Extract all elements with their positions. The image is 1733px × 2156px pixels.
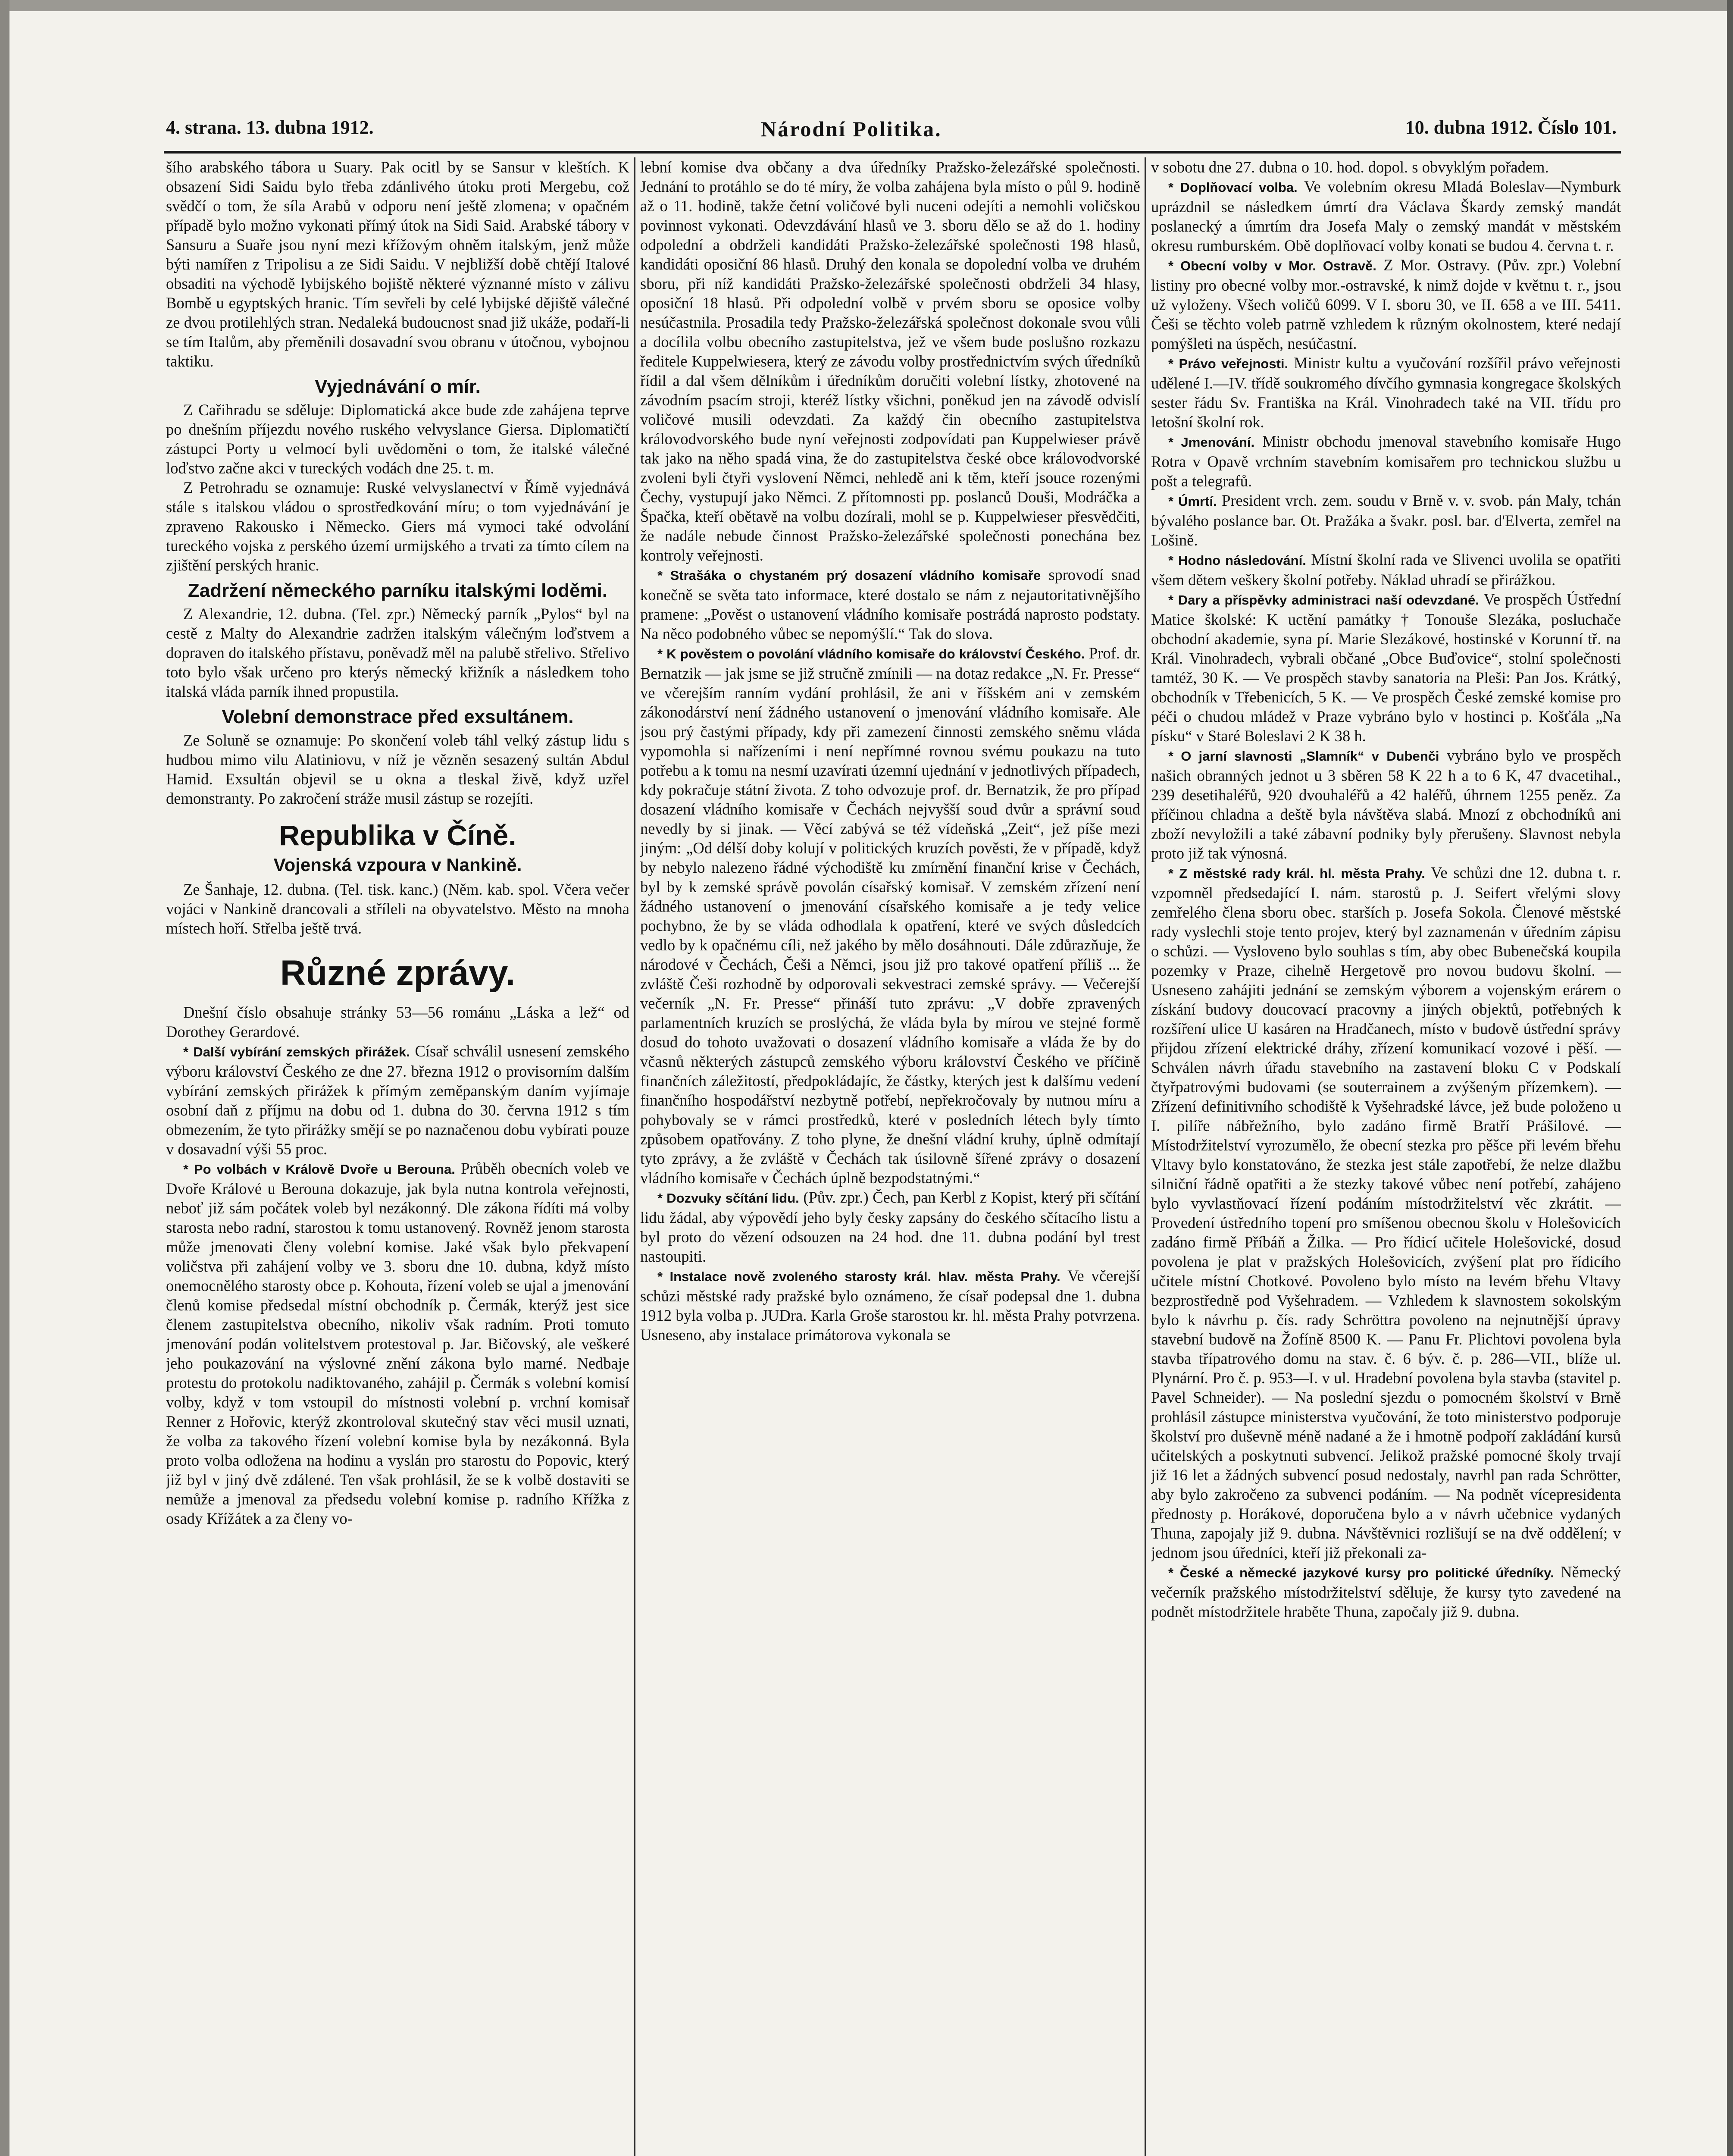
article-paragraph: Ze Šanhaje, 12. dubna. (Tel. tisk. kanc.) (Něm. kab. spol. Včera večer vojáci v Nankině drancovali a stříleli na obyvatelstvo. Město na mnoha místech hoří. Střelba ještě trvá. bbox=[166, 881, 629, 937]
news-item-lead: * Další vybírání zemských přirážek. bbox=[183, 1044, 410, 1059]
news-item-text: Místní školní rada ve Slivenci uvolila se opatřiti všem dětem veškery školní potřeby. Náklad uhradí se přirážkou. bbox=[1151, 551, 1621, 589]
article-paragraph: Dnešní číslo obsahuje stránky 53—56 románu „Láska a lež“ od Dorothey Gerardové. bbox=[166, 1003, 629, 1040]
news-item-lead: * Strašáka o chystaném prý dosazení vládního komisaře bbox=[657, 568, 1041, 583]
headline: Vyjednávání o mír. bbox=[315, 376, 481, 397]
news-item-text: Ministr kultu a vyučování rozšířil právo veřejnosti udělené I.—IV. třídě soukromého dívčího gymnasia kongregace školských sester řádu Sv. Františka na Král. Vinohradech také na VII. třídu pro letošní školní rok. bbox=[1151, 354, 1621, 431]
headline: Zadržení německého parníku italskými loděmi. bbox=[188, 580, 608, 601]
news-item bbox=[640, 1188, 1140, 1266]
column-3 bbox=[1151, 157, 1621, 2156]
article-paragraph: Z Alexandrie, 12. dubna. (Tel. zpr.) Německý parník „Pylos“ byl na cestě z Malty do Alexandrie zadržen italským válečným loďstvem a dopraven do italského přístavu, poněvadž měl na palubě střelivo. Střelivo toto bylo však určeno pro kterýs německý křižník a následkem toho italská vláda parník ihned propustila. bbox=[166, 605, 629, 700]
news-item-lead: * O jarní slavnosti „Slamník“ v Dubenči bbox=[1168, 749, 1439, 764]
column-1 bbox=[166, 157, 629, 2156]
news-item-lead: * K pověstem o povolání vládního komisaře do království Českého. bbox=[657, 646, 1085, 661]
news-item-text: Císař schválil usnesení zemského výboru království Českého ze dne 27. března 1912 o provisorním dalším vybírání zemských přirážek k přímým zeměpanským daním vyjímaje osobní daň z příjmu na dobu od 1. dubna do 30. června 1912 s tím obmezením, že tyto přirážky smějí se po naznačenou dobu vybírati pouze v dosavadní výši 55 proc. bbox=[166, 1042, 629, 1158]
news-item bbox=[1151, 255, 1621, 353]
masthead-rule bbox=[164, 151, 1621, 154]
section-headline-ruzne-zpravy: Různé zprávy. bbox=[280, 953, 516, 993]
news-item-lead: * Instalace nově zvoleného starosty král. hlav. města Prahy. bbox=[657, 1269, 1060, 1284]
news-item-lead: * Obecní volby v Mor. Ostravě. bbox=[1168, 258, 1376, 273]
news-item-lead: * Dozvuky sčítání lidu. bbox=[657, 1191, 799, 1206]
news-item bbox=[166, 1159, 629, 1528]
news-item bbox=[1151, 863, 1621, 1562]
scan-edge-right bbox=[1727, 0, 1733, 2156]
news-item-lead: * Právo veřejnosti. bbox=[1168, 356, 1289, 371]
issue-number: 10. dubna 1912. Číslo 101. bbox=[1405, 117, 1617, 138]
news-item-lead: * Z městské rady král. hl. města Prahy. bbox=[1168, 866, 1425, 881]
news-item-text: Prof. dr. Bernatzik — jak jsme se již stručně zmínili — na dotaz redakce „N. Fr. Presse“ ve včerejším ranním vydání prohlásil, že ani v říšském ani v zemském zákonodárství není žádného ustanovení o jmenování vládního komisaře. Ale jsou prý častými případy, kdy při zamezení činnosti zemského sněmu vláda vypomohla si nařízeními i není nepřímné rovnou svému poukazu na tuto potřebu a k tomu na nesmí uzavírati územní ujednání v jednotlivých případech, kdy pokračuje státní života. Z toho odvozuje prof. dr. Bernatzik, že pro případ dosazení vládního komisaře v Čechách nejvyšší soud dvůr a správní soud nevedly by si jinak. — Věcí zabývá se též vídeňská „Zeit“, jež píše mezi jiným: „Od délší doby kolují v politických kruzích pověsti, že v případě, když by nebylo nalezeno řádné východiště ku zmírnění finanční krise v Čechách, byl by k zemské správě povolán císařský komisař. V zemském zřízení není žádného ustanovení o jmenování císařského komisaře a je tedy velice pochybno, že by se vláda odhodlala k opatření, které ve svých důsledcích vedlo by k opačnému cíli, než jakého by mělo dosáhnouti. Dále zdůrazňuje, že národové v Čechách, Češi a Němci, jsou již pro takové opatření příliš ... že zvláště Češi rozhodně by odporovali sekvestraci zemské správy. — Večerejší večerník „N. Fr. Presse“ přináší tuto zprávu: „V dobře zpravených parlamentních kruzích se proslýchá, že vláda byla by mírou ve stejné formě dosud do tohoto uvažovati o dosazení vládního komisaře a vláda že by do včasnů některých zástupců zemského výboru království Českého ve příčině finančních záležitostí, předpokládajíc, že částky, kterých jest k dalšímu vedení finančního hospodářství nezbytně potřebí, nepřekročovaly by nutnou míru a pohybovaly se v rámci prostředků, které v posledních létech byly tímto způsobem opatřovány. Z toho plyne, že dnešní vládní kruhy, úplně odmítají tyto zprávy, a že zvláště v Čechách tak úsilovně šířené zprávy o dosazení vládního komisaře v Čechách úplně bezpodstatnými.“ bbox=[640, 644, 1140, 1187]
news-item bbox=[1151, 353, 1621, 432]
news-item-lead: * Úmrtí. bbox=[1168, 494, 1217, 509]
news-item-lead: * České a německé jazykové kursy pro politické úředníky. bbox=[1168, 1565, 1554, 1580]
news-item-text: Z Mor. Ostravy. (Pův. zpr.) Volební listiny pro obecné volby mor.-ostravské, k nimž dojde v květnu t. r., jsou už vyloženy. Všech voličů 6099. V I. sboru 30, ve II. 658 a ve III. 5411. Češi se těchto voleb patrně vzhledem k různým okolnostem, které nedají pomýšleti na úspěch, nesúčastní. bbox=[1151, 256, 1621, 352]
news-item-text: President vrch. zem. soudu v Brně v. v. svob. pán Maly, tchán bývalého poslance bar. Ot. Pražáka a švakr. posl. bar. d'Elverta, zemřel na Lošině. bbox=[1151, 492, 1621, 549]
article-paragraph: Ze Soluně se oznamuje: Po skončení voleb táhl velký zástup lidu s hudbou mimo vilu Alatiniovu, v níž je vězněn sesazený sultán Abdul Hamid. Exsultán objevil se u okna a tleskal živě, když uzřel demonstranty. Po zakročení stráže musil zástup se rozejíti. bbox=[166, 731, 629, 807]
news-item-text: Ve volebním okresu Mladá Boleslav—Nymburk uprázdnil se následkem úmrtí dra Václava Škardy zemský mandát poslanecký a úmrtím dra Josefa Maly o zemský mandát v městském okresu rumburském. Obě doplňovací volby konati se budou 4. června t. r. bbox=[1151, 178, 1621, 254]
news-item bbox=[1151, 491, 1621, 550]
news-item-text: sprovodí snad konečně se světa tato informace, které dostalo se nám z nejautoritativnějšího pramene: „Pověst o ustanovení vládního komisaře postrádá naprosto podstaty. Na něco podobného vůbec se nepomýšlí.“ Tak do slova. bbox=[640, 566, 1140, 642]
news-item bbox=[1151, 589, 1621, 746]
news-item bbox=[166, 1041, 629, 1159]
news-item-text: Průběh obecních voleb ve Dvoře Králové u Berouna dokazuje, jak byla nutna kontrola veřejnosti, neboť již sám počátek voleb byl nezákonný. Dle zákona řídíti má volby starosta nebo radní, starostou k tomu ustanovený. Rovněž jenom starosta může jmenovati členy volební komise. Jaké však bylo překvapení voličstva při zahájení volby ve 3. sboru dne 10. dubna, když místo onemocnělého starosty obce p. Kohouta, řízení voleb se ujal a jmenování členů komise předsedal místní obchodník p. Čermák, kterýž jest sice členem zastupitelstva obecního, nikoliv však radním. Proti tomuto jmenování podán volitelstvem protestoval p. Jar. Bičovský, ale veškeré jeho poukazování na výslovné znění zákona bylo marné. Nedbaje protestu do protokolu nadiktovaného, zahájil p. Čermák s volební komisí volby, když v tom vstoupil do místnosti volební p. vrchní komisař Renner z Hořovic, kterýž zkontroloval skutečný stav věci musil uznati, že volba za takového řízení volební komise byla by nezákonná. Byla proto volba odložena na hodinu a vyslán pro starostu do Popovic, který již byl v jiný dvě zdálené. Ten však prohlásil, že se k volbě dostaviti se nemůže a jmenoval za předsedu volební komise p. radního Křížka z osady Křížátek a za členy vo- bbox=[166, 1159, 629, 1527]
scan-edge-left bbox=[0, 0, 9, 2156]
news-item-lead: * Jmenování. bbox=[1168, 435, 1255, 450]
section-headline: Republika v Číně. bbox=[279, 819, 516, 851]
page-date-left: 4. strana. 13. dubna 1912. bbox=[166, 117, 374, 138]
article-paragraph: Z Petrohradu se oznamuje: Ruské velvyslanectví v Římě vyjednává stále s italskou vládou o sprostředkování míru; o tom vyjednávání je zpraveno Rakousko i Německo. Giers má vymoci také odvolání tureckého vojska z perského území urmijského a trvati za tímto cílem na zjištění perských hranic. bbox=[166, 479, 629, 574]
news-item-text: Ve včerejší schůzi městské rady pražské bylo oznámeno, že císař podepsal dne 1. dubna 1912 byla volba p. JUDra. Karla Groše starostou kr. hl. města Prahy potvrzena. Usneseno, aby instalace primátorova vykonala se bbox=[640, 1267, 1140, 1344]
scan-edge-top bbox=[0, 0, 1733, 11]
news-item bbox=[1151, 177, 1621, 255]
article-paragraph: v sobotu dne 27. dubna o 10. hod. dopol. s obvyklým pořadem. bbox=[1151, 158, 1549, 176]
news-item bbox=[640, 643, 1140, 1188]
column-2 bbox=[640, 157, 1140, 2156]
article-paragraph: lební komise dva občany a dva úředníky Pražsko-železářské společnosti. Jednání to protáhlo se do té míry, že volba zahájena byla místo o půl 9. hodině až o 11. hodině, takže četní voličové byli nuceni odejíti a nemohli voličskou povinnost vykonati. Odevzdávání hlasů ve 3. sboru dělo se až do 1. hodiny odpolední a obdrželi kandidáti Pražsko-železářské společnosti 198 hlasů, kandidáti oposiční 86 hlasů. Druhý den konala se dopolední volba ve druhém sboru, při níž kandidáti Pražsko-železářské společnosti obdrželi 34 hlasy, oposiční 18 hlasů. Při odpolední volbě v prvém sboru se oposice volby nesúčastnila. Prosadila tedy Pražsko-železářská společnost dokonale svou vůli a docílila volbu obecního zastupitelstva, jež ve všem bude poslušno rozkazu ředitele Kuppelwiesera, který ze závodu volby prostřednictvím svých úředníků řídil a dal všem dělníkům i úředníkům doručiti volební lístky, zhotovené na závodním psacím stroji, kteréž lístky všichni, poněkud jen na závodě odvislí voličové musili odevzdati. Za každý čin obecního zastupitelstva královodvorského bude nyní veřejnosti zodpovídati pan Kuppelwieser právě tak jako na něho spadá vina, že do zastupitelstva české obce královodvorské zvoleni byli čtyři vyslovení Němci, nehledě ani k těm, kteří jsouce rozenými Čechy, vystupují jako Němci. Z přítomnosti pp. poslanců Douši, Modráčka a Špačka, kteří obětavě na volbu dozírali, mohl se p. Kuppelwieser přesvědčiti, že nadále nebude činnost Pražsko-železářské společnosti ponechána bez kontroly veřejnosti. bbox=[640, 158, 1140, 564]
news-item-text: (Pův. zpr.) Čech, pan Kerbl z Kopist, který při sčítání lidu žádal, aby výpovědí jeho byly česky zapsány do českého sčítacího listu a byl proto do vězení odsouzen na 24 hod. dne 11. dubna podání byl trest nastoupiti. bbox=[640, 1188, 1140, 1265]
column-rule bbox=[634, 157, 635, 2156]
news-item bbox=[640, 1266, 1140, 1344]
news-item bbox=[1151, 432, 1621, 491]
headline: Volební demonstrace před exsultánem. bbox=[222, 706, 574, 727]
newspaper-title: Národní Politika. bbox=[761, 117, 942, 141]
news-item-text: Německý večerník pražského místodržitelství sděluje, že kursy tyto zavedené na podnět místodržitele hraběte Thuna, započaly již 9. dubna. bbox=[1151, 1563, 1621, 1620]
news-item-lead: * Doplňovací volba. bbox=[1168, 180, 1298, 195]
news-item bbox=[1151, 1562, 1621, 1621]
subheadline: Vojenská vzpoura v Nankině. bbox=[273, 855, 522, 875]
column-rule bbox=[1145, 157, 1146, 2156]
news-item-text: vybráno bylo ve prospěch našich obranných jednot u 3 sběren 58 K 22 h a to 6 K, 47 dvacetihal., 239 desetihaléřů, 920 dvouhaléřů a 42 haléřů, úhrnem 1255 peněz. Za příčinou chladna a deště byla návštěva slabá. Mnozí z obchodníků ani zboží nevyložili a také zábavní podniky byly přerušeny. Slavnost nebyla proto již tak výnosná. bbox=[1151, 746, 1621, 862]
news-item bbox=[640, 565, 1140, 643]
masthead bbox=[166, 116, 1617, 146]
news-item-text: Ve prospěch Ústřední Matice školské: K uctění památky † Tonouše Slezáka, posluchače obchodní akademie, syna pí. Marie Slezákové, hostinské v Korunní tř. na Král. Vinohradech, vybrali občané „Obce Buďovice“, stolní společnosti tamtéž, 30 K. — Ve prospěch stavby sanatoria na Pleši: Pan Jos. Krátký, obchodník v Třebenicích, 5 K. — Ve prospěch České zemské komise pro péči o chudou mládež v Praze vybráno bylo v hostinci p. Košťála „Na písku“ v Staré Boleslavi 2 K 38 h. bbox=[1151, 590, 1621, 745]
article-paragraph: Z Cařihradu se sděluje: Diplomatická akce bude zde zahájena teprve po dnešním příjezdu nového ruského velvyslance Giersa. Diplomatičtí zástupci Porty u velmocí byli uvědoměni o tom, že italské válečné loďstvo začne akci v tureckých vodách dne 25. t. m. bbox=[166, 401, 629, 477]
news-item-text: Ve schůzi dne 12. dubna t. r. vzpomněl předsedající I. nám. starostů p. J. Seifert vřelými slovy zemřelého člena sboru obec. starších p. Josefa Sokola. Členové městské rady vyslechli stoje tento projev, který byl zaznamenán v úředním zápisu o schůzi. — Vysloveno bylo souhlas s tím, aby obec Bubenečská koupila pozemky v Praze, cihelně Hergetově pro novou budovu školní. — Usneseno zahájiti jednání se zemským výborem a vojenským erárem o získání budovy doucovací pracovny a jiných objektů, potřebných k rozšíření ulice U kasáren na Hradčanech, místo v budově ústřední správy přijdou zřízení elektrické dráhy, zřízení komunikací vozové i pěší. — Schválen návrh úřadu stavebního na zastavení bloku C v Podskalí čtyřpatrovými budovami (se souterrainem a zvýšeným přízemkem). — Zřízení definitivního schodiště k Vyšehradské lávce, jež bude položeno u I. pilíře nábřežního, bylo zadáno firmě Bratří Prášilové. — Místodržitelství vyrozumělo, že obecní stezka pro pěšce při levém břehu Vltavy bylo konstatováno, že stezka jest stále zapotřebí, že nelze dlažbu silniční řádně opatřiti a že stezky takové vůbec není potřebí, zahájeno bylo vyvlastňovací řízení podáním místodržitelství věc zkrátit. — Provedení ústředního topení pro smíšenou obecnou školu v Holešovicích zadáno firmě Příbáň a Žilka. — Pro řídicí učitele Holešovické, dosud povolena je plat v pražských Holešovicích, zvýšení plat pro řídicího učitele místní Chotkové. Povoleno bylo místo na levém břehu Vltavy bezprostředně pod Vyšehradem. — Vzhledem k slavnostem sokolským bylo k návrhu p. čís. rady Schröttra povoleno na nejnutnější úpravy stavební budově na Žofíně 8500 K. — Panu Fr. Plichtovi povolena byla stavba třípatrového domu na stav. č. 6 býv. č. p. 286—VII., blíže ul. Plynární. Pro č. p. 953—I. v ul. Hradební povolena byla stavba (stavitel p. Pavel Schneider). — Na poslední sjezdu o pomocném školství v Brně prohlásil zástupce ministerstva vyučování, že toto ministerstvo podporuje školství pro duševně méně nadané a že i hmotně podpoří zakládání kursů učitelských a poskytnuti subvencí. Jelikož pražské pomocné školy trvají již 16 let a žádných subvencí posud nedostaly, navrhl pan rada Schrötter, aby bylo zakročeno za subvenci podáním. — Na podnět vícepresidenta přednosty p. Horákové, doporučena bylo a v návrh učebnice vydaných Thuna, zapojaly již 9. dubna. Návštěvnici rozlišují se na dvě oddělení; v jednom jsou úředníci, kteří již překonali za- bbox=[1151, 864, 1621, 1561]
news-item-lead: * Po volbách v Králově Dvoře u Berouna. bbox=[183, 1162, 455, 1177]
article-paragraph: šího arabského tábora u Suary. Pak ocitl by se Sansur v kleštích. K obsazení Sidi Saidu bylo třeba zdánlivého útoku proti Mergebu, což svědčí o tom, že síla Arabů v odporu není ještě zlomena; v opačném případě bylo možno vykonati přímý útok na Sidi Said. Arabské tábory v Sansuru a Suaře jsou nyní mezi křížovým ohněm italským, jenž může býti namířen z Tripolisu a ze Sidi Saidu. V nejbližší době chtějí Italové obsaditi na východě lybijského bojiště některé význanné místo v zálivu Bombě u egyptských hranic. Tím sevřeli by celé lybijské dějiště válečné ze dvou protilehlých stran. Nedaleká budoucnost snad již ukáže, podaří-li se tím Italům, aby přeměnili dosavadní svou obranu v útočnou, vybojnou taktiku. bbox=[166, 158, 629, 370]
news-item bbox=[1151, 746, 1621, 863]
news-item-text: Ministr obchodu jmenoval stavebního komisaře Hugo Rotra v Opavě vrchním stavebním komisařem pro technickou službu u pošt a telegrafů. bbox=[1151, 432, 1621, 490]
news-item bbox=[1151, 550, 1621, 589]
news-item-lead: * Hodno následování. bbox=[1168, 553, 1306, 568]
news-item-lead: * Dary a příspěvky administraci naší odevzdané. bbox=[1168, 592, 1479, 608]
